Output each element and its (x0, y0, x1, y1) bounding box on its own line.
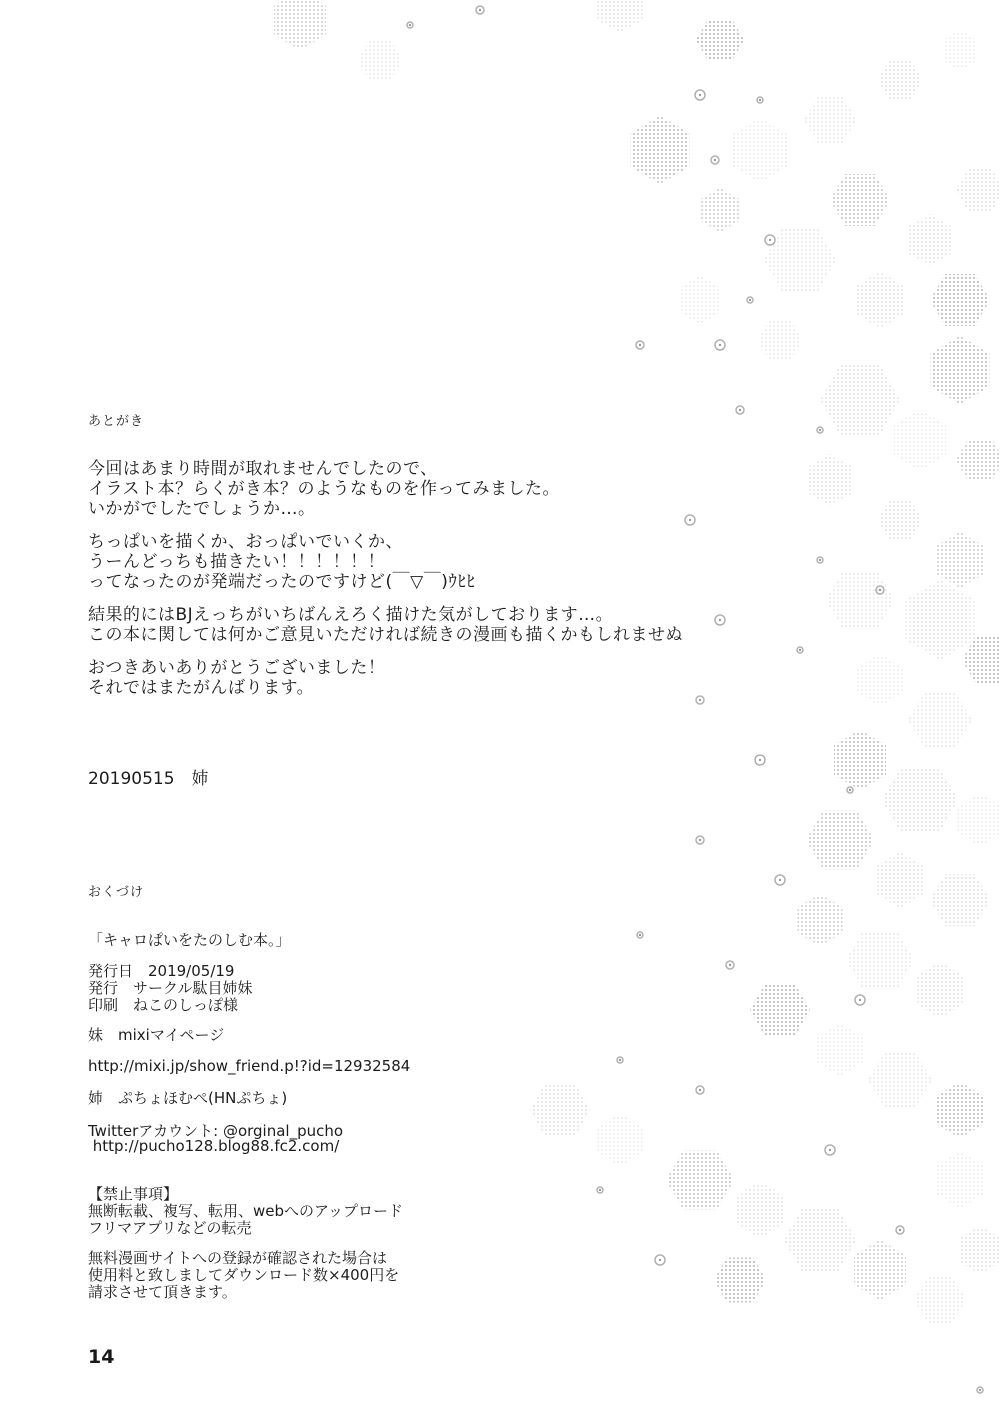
bokeh-sparkle-core (819, 429, 821, 431)
bokeh-hexagon (596, 0, 644, 33)
bokeh-hexagon (598, 1114, 643, 1166)
bokeh-sparkle-core (619, 1059, 621, 1061)
bokeh-hexagon (858, 654, 903, 706)
bokeh-sparkle-core (819, 559, 821, 561)
bokeh-sparkle-core (769, 239, 771, 241)
bokeh-hexagon (784, 1209, 856, 1271)
afterword-line: 結果的にはBJえっちがいちばんえろく描けた気がしております…。 (88, 605, 614, 625)
bokeh-hexagon (868, 1052, 932, 1107)
prohibited-line: フリマアプリなどの転売 (88, 1219, 252, 1237)
bokeh-hexagon (714, 1258, 766, 1303)
publisher: 発行 サークル駄目姉妹 (88, 979, 253, 997)
bokeh-hexagon (936, 1152, 984, 1208)
bokeh-hexagon (696, 19, 744, 61)
imouto-mixi-label: 妹 mixiマイページ (88, 1026, 225, 1044)
bokeh-sparkle-core (829, 1149, 831, 1151)
twitter-account[interactable]: Twitterアカウント: @orginal_pucho (88, 1122, 344, 1140)
bokeh-hexagon (854, 1240, 906, 1300)
bokeh-hexagon (666, 1151, 734, 1210)
bokeh-hexagon (908, 692, 972, 747)
afterword-line: いかがでしたでしょうか…。 (88, 499, 316, 519)
bokeh-hexagon (758, 321, 802, 359)
bokeh-sparkle-core (729, 964, 731, 966)
bokeh-hexagon (736, 1182, 784, 1238)
page-number: 14 (88, 1346, 115, 1368)
bokeh-sparkle-core (409, 24, 411, 26)
bokeh-hexagon (956, 169, 1000, 211)
ane-homepage-label: 姉 ぷちょほむぺ(HNぷちょ) (88, 1089, 288, 1107)
bokeh-hexagon (930, 274, 990, 326)
bokeh-sparkle-core (714, 159, 716, 161)
book-title: 「キャロぱいをたのしむ本。」 (88, 931, 291, 949)
fee-line: 使用料と致しましてダウンロード数×400円を (88, 1266, 400, 1284)
bokeh-hexagon (806, 811, 874, 870)
bokeh-sparkle-core (479, 9, 481, 11)
bokeh-sparkle-core (699, 94, 701, 96)
afterword-line: うーんどっちも描きたい！！！！！！ (88, 552, 386, 572)
bokeh-hexagon (274, 0, 326, 50)
bokeh-hexagon (631, 116, 690, 184)
afterword-line: ちっぱいを描くか、おっぱいでいくか、 (88, 532, 403, 552)
bokeh-hexagon (820, 365, 900, 434)
bokeh-hexagon (846, 931, 914, 990)
blog-url[interactable]: http://pucho128.blog88.fc2.com/ (88, 1137, 340, 1155)
bokeh-sparkle-core (699, 839, 701, 841)
bokeh-hexagon (958, 794, 1000, 846)
bokeh-hexagon (701, 188, 739, 232)
bokeh-sparkle-core (739, 409, 741, 411)
bokeh-hexagon (798, 894, 843, 946)
bokeh-hexagon (956, 439, 1000, 481)
bokeh-sparkle-core (979, 1389, 981, 1391)
afterword-line: それではまたがんばります。 (88, 678, 315, 698)
bokeh-sparkle-core (859, 999, 861, 1001)
bokeh-hexagon (882, 767, 958, 833)
prohibited-heading: 【禁止事項】 (88, 1185, 179, 1203)
bokeh-sparkle-core (749, 299, 751, 301)
bokeh-sparkle-core (689, 519, 691, 521)
bokeh-sparkle-core (779, 879, 781, 881)
afterword-line: おつきあいありがとうございました！ (88, 658, 386, 678)
bokeh-hexagon (750, 984, 810, 1036)
afterword-signature: 20190515 姉 (88, 769, 209, 789)
bokeh-hexagon (878, 501, 922, 539)
bokeh-hexagon (826, 571, 894, 630)
bokeh-hexagon (931, 336, 990, 404)
bokeh-hexagon (679, 276, 721, 324)
fee-line: 無料漫画サイトへの登録が確認された場合は (88, 1249, 387, 1267)
bokeh-hexagon (834, 730, 886, 790)
bokeh-hexagon (830, 174, 890, 226)
bokeh-sparkle-core (659, 1259, 661, 1261)
bokeh-hexagon (930, 874, 990, 926)
bokeh-sparkle-core (719, 619, 721, 621)
bokeh-hexagon (876, 852, 924, 908)
bokeh-hexagon (959, 1226, 1000, 1274)
prohibited-line: 無断転載、複写、転用、webへのアップロード (88, 1202, 403, 1220)
colophon-heading: おくづけ (88, 885, 145, 900)
bokeh-sparkle-core (849, 789, 851, 791)
afterword-line: ってなったのが発端だったのですけど(￣▽￣)ｳﾋﾋ (88, 572, 476, 592)
bokeh-hexagon (530, 1084, 590, 1136)
bokeh-hexagon (878, 61, 922, 99)
bokeh-sparkle-core (759, 99, 761, 101)
afterword-line: この本に関しては何かご意見いただければ続きの漫画も描くかもしれませぬ (88, 625, 683, 645)
bokeh-hexagon (908, 214, 953, 266)
bokeh-sparkle-core (599, 1189, 601, 1191)
afterword-line: 今回はあまり時間が取れませんでしたので、 (88, 459, 438, 479)
afterword-line: イラスト本？らくがき本？のようなものを作ってみました。 (88, 479, 560, 499)
bokeh-sparkle-core (799, 649, 801, 651)
bokeh-hexagon (943, 30, 978, 70)
bokeh-hexagon (808, 454, 853, 506)
bokeh-hexagon (914, 1278, 966, 1323)
bokeh-sparkle-core (759, 759, 761, 761)
bokeh-sparkle-core (639, 344, 641, 346)
fee-line: 請求させて頂きます。 (88, 1283, 237, 1301)
bokeh-hexagon (936, 1082, 984, 1138)
bokeh-sparkle-core (699, 699, 701, 701)
issue-date: 発行日 2019/05/19 (88, 962, 235, 980)
imouto-mixi-url[interactable]: http://mixi.jp/show_friend.p!?id=12932584 (88, 1057, 411, 1075)
bokeh-hexagon (732, 118, 787, 182)
bokeh-sparkle-core (719, 344, 721, 346)
bokeh-hexagon (894, 410, 946, 470)
bokeh-hexagon (936, 532, 984, 588)
afterword-heading: あとがき (88, 414, 145, 429)
bokeh-hexagon (358, 41, 402, 79)
bokeh-sparkle-core (639, 934, 641, 936)
bokeh-sparkle-core (899, 1229, 901, 1231)
bokeh-hexagon (818, 1024, 863, 1076)
bokeh-hexagon (916, 962, 964, 1018)
bokeh-sparkle-core (879, 589, 881, 591)
bokeh-hexagon (905, 580, 974, 660)
printer: 印刷 ねこのしっぽ様 (88, 996, 239, 1014)
bokeh-sparkle-core (699, 1089, 701, 1091)
bokeh-hexagon (856, 272, 904, 328)
bokeh-hexagon (804, 98, 856, 143)
